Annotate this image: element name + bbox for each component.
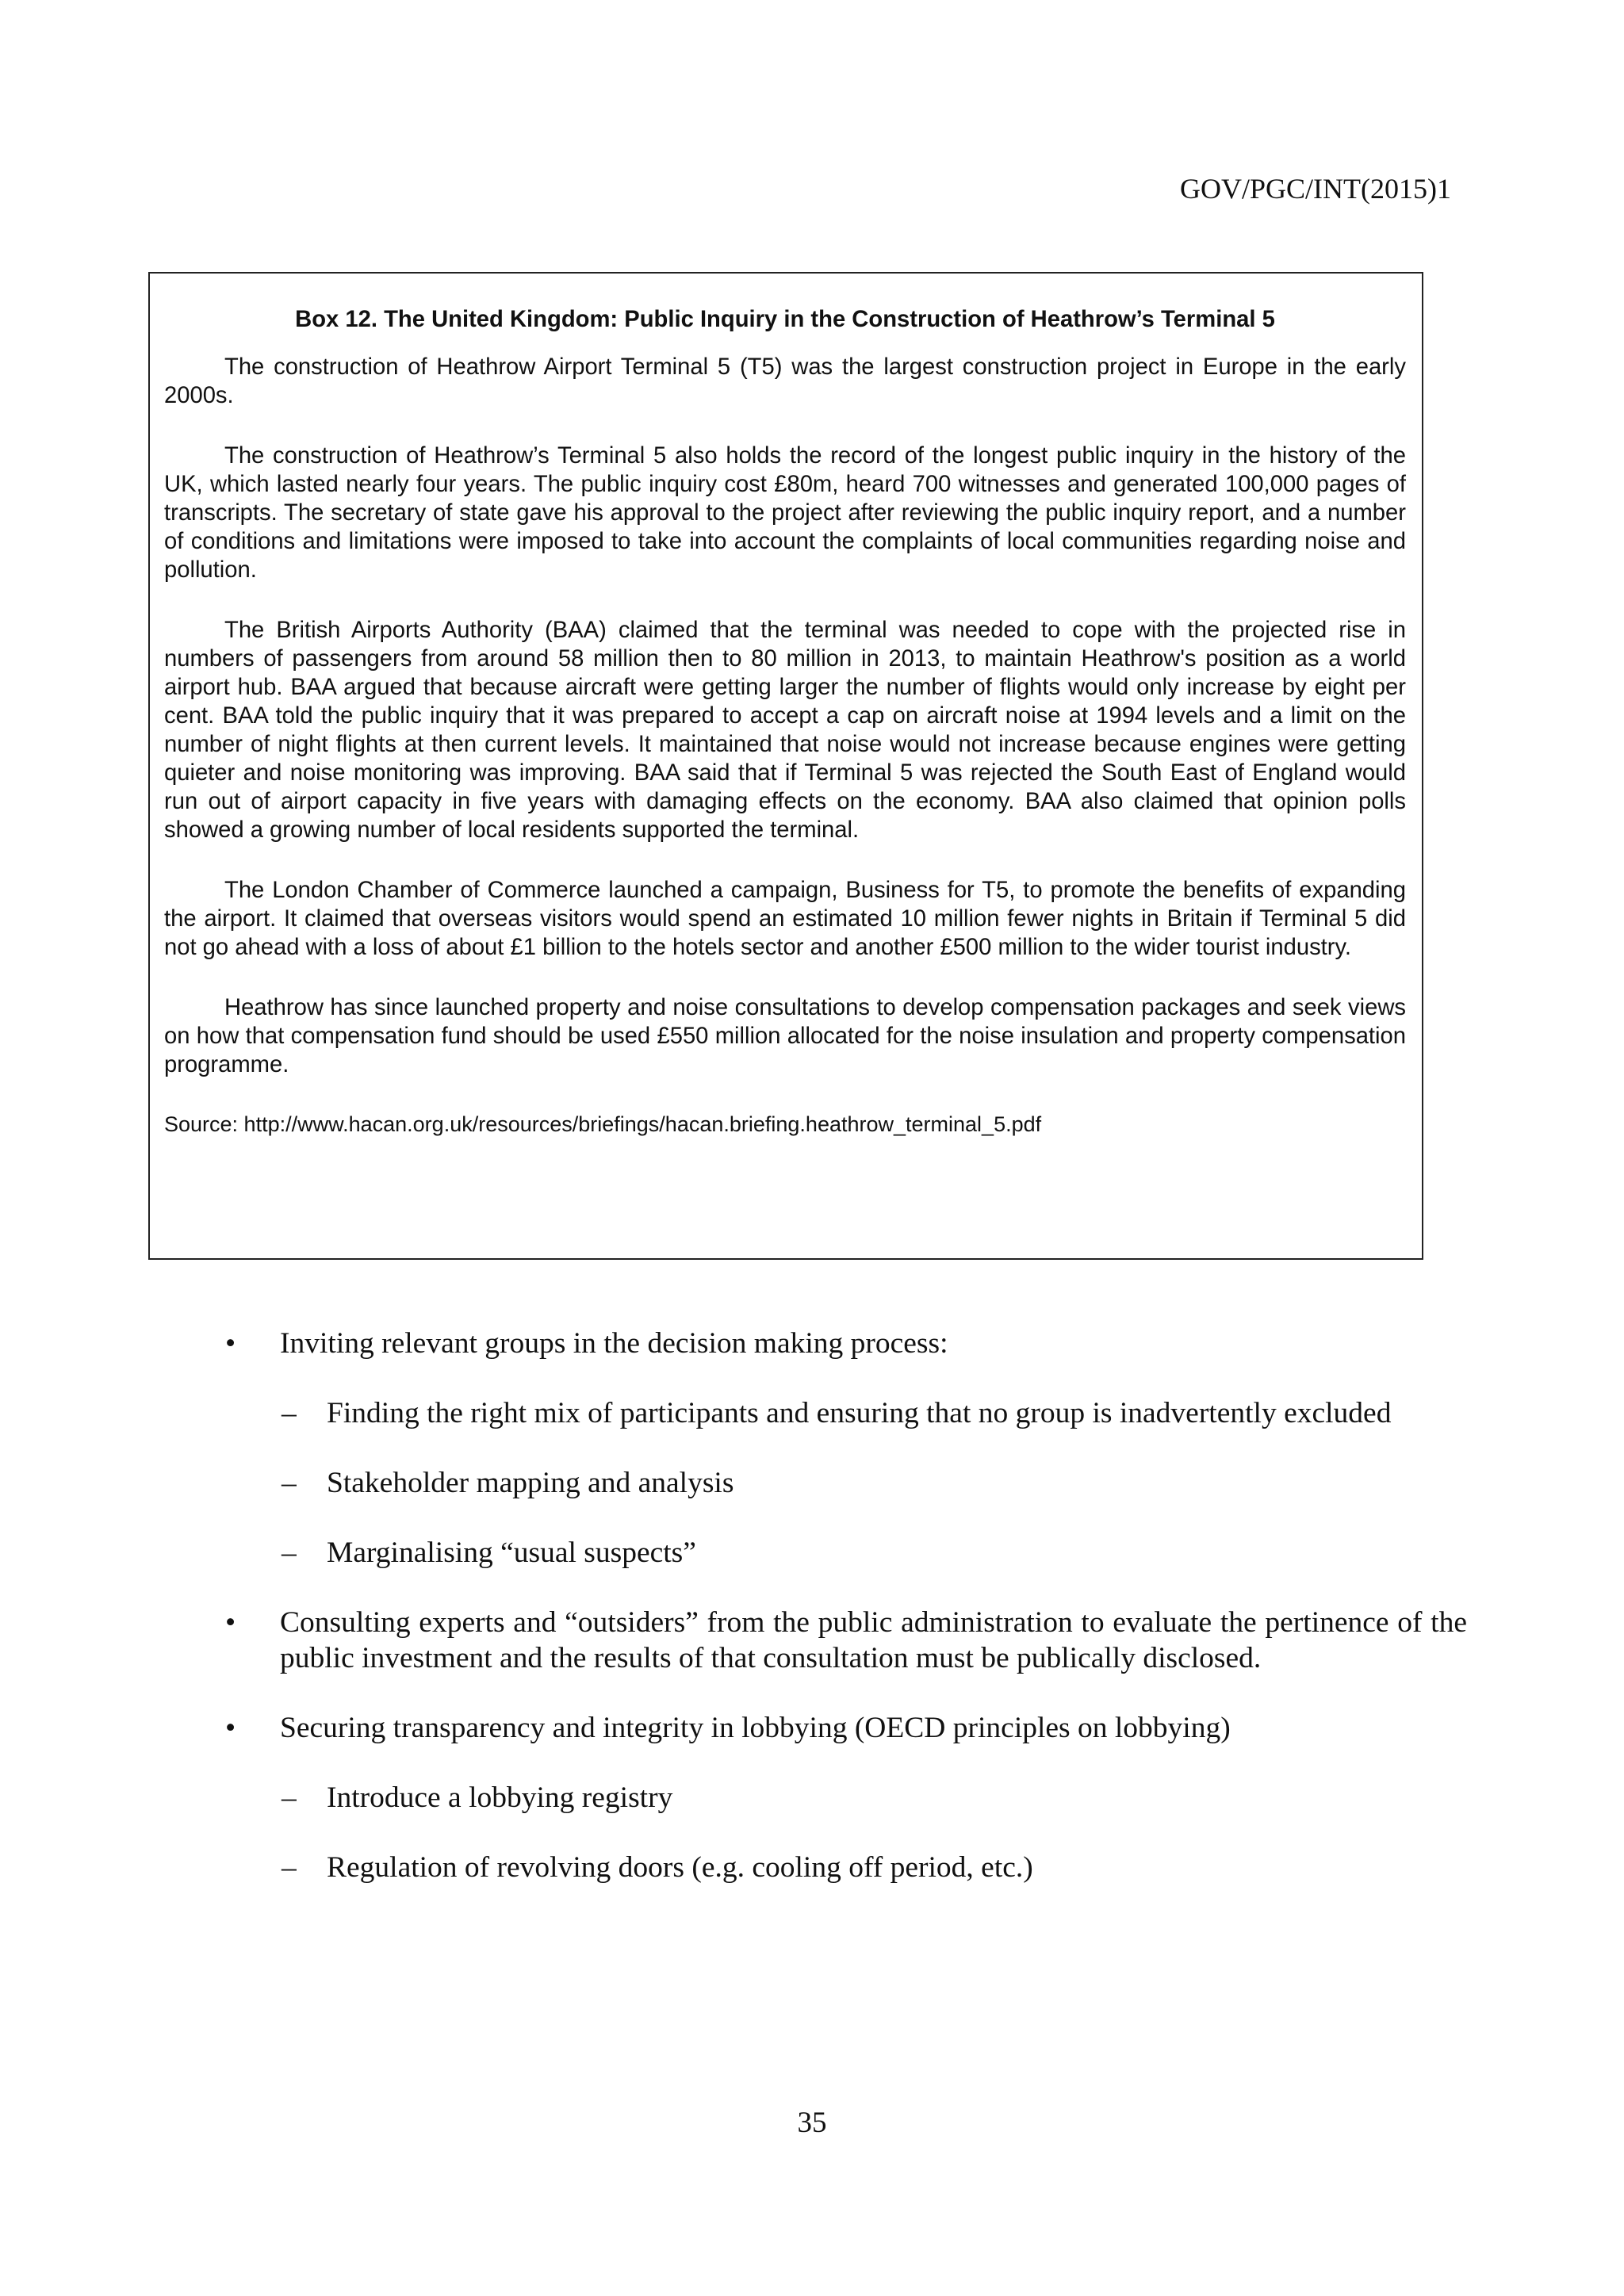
sub-item-text: Regulation of revolving doors (e.g. cooling off period, etc.) xyxy=(327,1851,1033,1884)
box-title: Box 12. The United Kingdom: Public Inquiry in the Construction of Heathrow’s Terminal 5 xyxy=(295,307,1275,332)
box-paragraph-1: The construction of Heathrow Airport Terminal 5 (T5) was the largest construction project in Europe in the early 2000s. xyxy=(164,354,1406,408)
box-source: Source: http://www.hacan.org.uk/resources/briefings/hacan.briefing.heathrow_terminal_5.pdf xyxy=(164,1112,1042,1136)
box-paragraph-4: The London Chamber of Commerce launched a campaign, Business for T5, to promote the benefits of expanding the airport. It claimed that overseas visitors would spend an estimated 10 million fewer nights in Britain if Terminal 5 did not go ahead with a loss of about £1 billion to the hotels sector and another £500 million to the wider tourist industry. xyxy=(164,878,1406,960)
sub-item xyxy=(0,1780,1624,1816)
bullet-item xyxy=(0,1326,1624,1361)
bullet-icon: • xyxy=(225,1606,236,1639)
bullet-item xyxy=(0,1710,1624,1746)
sub-item xyxy=(0,1395,1624,1431)
sub-item-text: Marginalising “usual suspects” xyxy=(327,1536,696,1569)
bullet-item xyxy=(0,1605,1624,1676)
bullet-text: Securing transparency and integrity in lobbying (OECD principles on lobbying) xyxy=(280,1712,1231,1744)
dash-icon: – xyxy=(282,1851,297,1884)
bullet-text: Consulting experts and “outsiders” from the public administration to evaluate the pertinence of the public investment and the results of that consultation must be publically disclosed. xyxy=(280,1606,1467,1674)
recommendations-list xyxy=(0,1326,1624,1919)
dash-icon: – xyxy=(282,1781,297,1814)
box-paragraph-5: Heathrow has since launched property and noise consultations to develop compensation packages and seek views on how that compensation fund should be used £550 million allocated for the noise insulation and property compensation programme. xyxy=(164,995,1406,1077)
dash-icon: – xyxy=(282,1397,297,1429)
box-paragraph-3: The British Airports Authority (BAA) claimed that the terminal was needed to cope with the projected rise in numbers of passengers from around 58 million then to 80 million in 2013, to maintain Heathrow's position as a world airport hub. BAA argued that because aircraft were getting larger the number of flights would only increase by eight per cent. BAA told the public inquiry that it was prepared to accept a cap on aircraft noise at 1994 levels and a limit on the number of night flights at then current levels. It maintained that noise would not increase because engines were getting quieter and noise monitoring was improving. BAA said that if Terminal 5 was rejected the South East of England would run out of airport capacity in five years with damaging effects on the economy. BAA also claimed that opinion polls showed a growing number of local residents supported the terminal. xyxy=(164,618,1406,843)
dash-icon: – xyxy=(282,1467,297,1499)
sub-item xyxy=(0,1850,1624,1885)
case-study-box xyxy=(148,272,1423,1260)
sub-item xyxy=(0,1465,1624,1501)
box-paragraph-2: The construction of Heathrow’s Terminal 5 also holds the record of the longest public inquiry in the history of the UK, which lasted nearly four years. The public inquiry cost £80m, heard 700 witnesses and generated 100,000 pages of transcripts. The secretary of state gave his approval to the project after reviewing the public inquiry report, and a number of conditions and limitations were imposed to take into account the complaints of local communities regarding noise and pollution. xyxy=(164,443,1406,583)
sub-item xyxy=(0,1535,1624,1571)
sub-item-text: Introduce a lobbying registry xyxy=(327,1781,673,1814)
dash-icon: – xyxy=(282,1536,297,1569)
bullet-icon: • xyxy=(225,1712,236,1744)
page-number: 35 xyxy=(797,2107,827,2139)
sub-item-text: Stakeholder mapping and analysis xyxy=(327,1467,734,1499)
bullet-text: Inviting relevant groups in the decision making process: xyxy=(280,1327,948,1360)
document-reference: GOV/PGC/INT(2015)1 xyxy=(1180,173,1451,205)
bullet-icon: • xyxy=(225,1327,236,1360)
sub-item-text: Finding the right mix of participants and ensuring that no group is inadvertently excluded xyxy=(327,1397,1392,1429)
